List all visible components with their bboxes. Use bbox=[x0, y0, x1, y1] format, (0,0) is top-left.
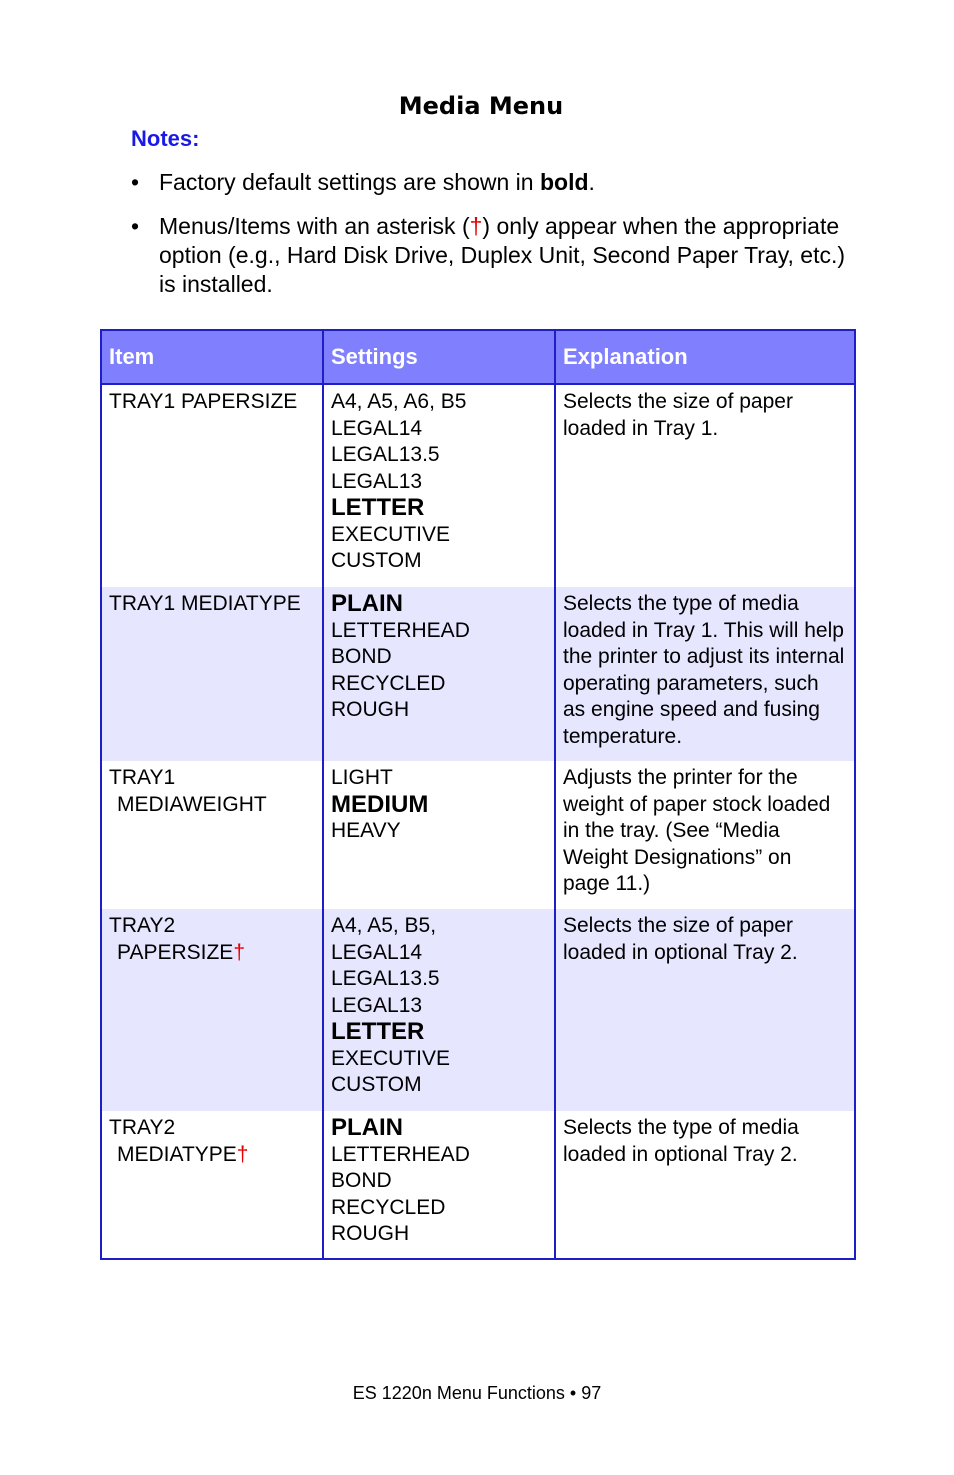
explanation-line: in the tray. (See “Media bbox=[563, 819, 780, 842]
setting-option: LEGAL14 bbox=[331, 940, 423, 964]
setting-option-default: LETTER bbox=[331, 1018, 425, 1045]
explanation-line: the printer to adjust its internal bbox=[563, 645, 845, 668]
item-cell bbox=[101, 761, 323, 909]
explanation-line: as engine speed and fusing bbox=[563, 698, 820, 721]
setting-option: ROUGH bbox=[331, 698, 410, 721]
setting-option: LEGAL13.5 bbox=[331, 967, 440, 990]
setting-option: A4, A5, B5, bbox=[331, 914, 437, 937]
table-row bbox=[101, 384, 855, 587]
explanation-cell bbox=[555, 384, 855, 587]
table-row bbox=[101, 761, 855, 909]
setting-option: BOND bbox=[331, 1169, 392, 1192]
explanation-cell bbox=[555, 909, 855, 1111]
item-text: PAPERSIZE† bbox=[117, 940, 245, 964]
item-text: TRAY2 bbox=[109, 914, 176, 937]
setting-option: EXECUTIVE bbox=[331, 522, 451, 546]
explanation-line: loaded in Tray 1. bbox=[563, 416, 719, 440]
explanation-line: Adjusts the printer for the bbox=[563, 766, 798, 789]
setting-option: CUSTOM bbox=[331, 549, 422, 572]
setting-option-default: MEDIUM bbox=[331, 790, 429, 818]
explanation-cell bbox=[555, 587, 855, 761]
table-row bbox=[101, 587, 855, 761]
page-title: Media Menu bbox=[398, 92, 564, 120]
table-row bbox=[101, 909, 855, 1111]
item-text: MEDIAWEIGHT bbox=[117, 792, 267, 816]
setting-option: RECYCLED bbox=[331, 1195, 446, 1219]
dagger-icon: † bbox=[233, 940, 245, 964]
explanation-cell bbox=[555, 761, 855, 909]
settings-cell bbox=[323, 761, 555, 909]
explanation-line: loaded in optional Tray 2. bbox=[563, 1142, 798, 1166]
media-menu-table bbox=[100, 329, 856, 1260]
setting-option: LEGAL13 bbox=[331, 993, 423, 1017]
dagger-icon: † bbox=[469, 213, 483, 239]
header-item: Item bbox=[101, 330, 323, 384]
settings-cell bbox=[323, 384, 555, 587]
explanation-line: loaded in Tray 1. This will help bbox=[563, 618, 844, 642]
notes-label: Notes: bbox=[131, 126, 200, 151]
item-cell bbox=[101, 1111, 323, 1259]
settings-cell bbox=[323, 587, 555, 761]
setting-option: LIGHT bbox=[331, 766, 393, 789]
explanation-line: temperature. bbox=[563, 724, 683, 748]
setting-option: LETTERHEAD bbox=[331, 618, 470, 642]
explanation-line: Selects the size of paper bbox=[563, 914, 793, 937]
item-cell bbox=[101, 587, 323, 761]
setting-option: BOND bbox=[331, 645, 392, 668]
item-text: TRAY1 MEDIATYPE bbox=[109, 592, 301, 615]
bullet-icon: • bbox=[131, 169, 140, 195]
explanation-line: weight of paper stock loaded bbox=[563, 792, 831, 816]
settings-cell bbox=[323, 1111, 555, 1259]
setting-option: RECYCLED bbox=[331, 671, 446, 695]
table-row bbox=[101, 1111, 855, 1259]
setting-option: HEAVY bbox=[331, 819, 401, 842]
setting-option-default: PLAIN bbox=[331, 1114, 403, 1141]
setting-option: CUSTOM bbox=[331, 1073, 422, 1096]
explanation-line: page 11.) bbox=[563, 872, 651, 895]
setting-option-default: LETTER bbox=[331, 494, 425, 521]
settings-cell bbox=[323, 909, 555, 1111]
explanation-line: Selects the type of media bbox=[563, 592, 799, 615]
explanation-cell bbox=[555, 1111, 855, 1259]
note-text: Menus/Items with an asterisk (†) only appear when the appropriate option (e.g., Hard Disk Drive, Duplex Unit, Second Paper Tray, etc.) is installed. bbox=[159, 213, 846, 297]
setting-option: LEGAL14 bbox=[331, 416, 423, 440]
setting-option: LEGAL13 bbox=[331, 469, 423, 493]
item-text: TRAY1 PAPERSIZE bbox=[109, 390, 298, 413]
explanation-line: loaded in optional Tray 2. bbox=[563, 940, 798, 964]
setting-option: LEGAL13.5 bbox=[331, 443, 440, 466]
explanation-line: Selects the size of paper bbox=[563, 390, 793, 413]
setting-option: ROUGH bbox=[331, 1222, 410, 1245]
setting-option: LETTERHEAD bbox=[331, 1142, 470, 1166]
explanation-line: Weight Designations” on bbox=[563, 845, 792, 869]
bullet-icon: • bbox=[131, 213, 140, 239]
item-cell bbox=[101, 909, 323, 1111]
header-settings: Settings bbox=[323, 330, 555, 384]
item-cell bbox=[101, 384, 323, 587]
setting-option-default: PLAIN bbox=[331, 590, 403, 617]
item-text: TRAY1 bbox=[109, 766, 176, 789]
page-footer: ES 1220n Menu Functions • 97 bbox=[352, 1383, 602, 1403]
note-text: Factory default settings are shown in bold. bbox=[159, 169, 595, 195]
dagger-icon: † bbox=[236, 1142, 249, 1166]
setting-option: A4, A5, A6, B5 bbox=[331, 390, 467, 413]
explanation-line: operating parameters, such bbox=[563, 671, 819, 695]
explanation-line: Selects the type of media bbox=[563, 1116, 799, 1139]
setting-option: EXECUTIVE bbox=[331, 1046, 451, 1070]
item-text: MEDIATYPE† bbox=[117, 1142, 249, 1166]
header-explanation: Explanation bbox=[555, 330, 855, 384]
item-text: TRAY2 bbox=[109, 1116, 176, 1139]
table-header-row bbox=[101, 330, 855, 384]
